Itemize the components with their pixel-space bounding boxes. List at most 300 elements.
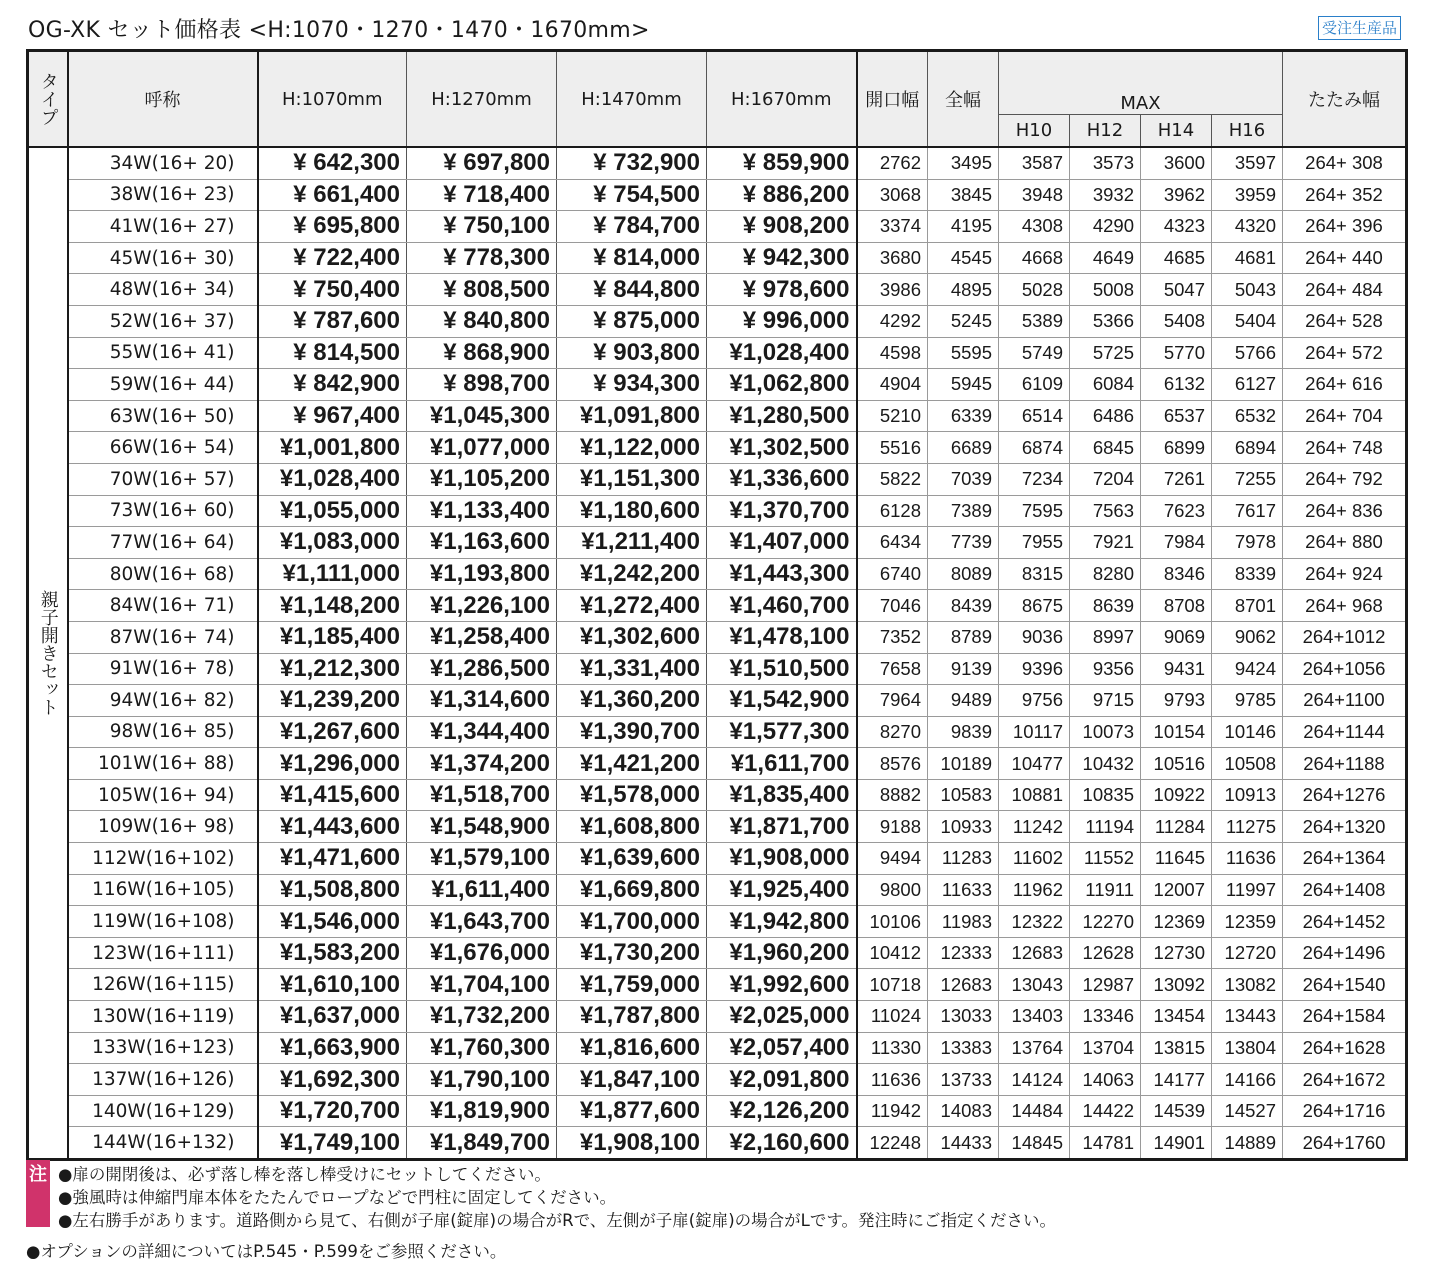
- max-h14-cell: 8346: [1141, 558, 1212, 590]
- name-cell: 98W(16+ 85): [68, 716, 258, 748]
- max-h14-cell: 5770: [1141, 337, 1212, 369]
- price-h1670-cell: ¥ 978,600: [707, 274, 857, 306]
- max-h14-cell: 14177: [1141, 1064, 1212, 1096]
- table-row: [28, 400, 1407, 432]
- full-width-cell: 14433: [928, 1127, 999, 1160]
- price-h1670-cell: ¥ 908,200: [707, 211, 857, 243]
- max-h16-cell: 9785: [1212, 685, 1283, 717]
- max-h16-cell: 4320: [1212, 211, 1283, 243]
- max-h14-cell: 9069: [1141, 621, 1212, 653]
- opening-width-cell: 4292: [857, 305, 928, 337]
- note-marker: 注: [26, 1160, 50, 1227]
- price-h1670-cell: ¥ 996,000: [707, 305, 857, 337]
- table-row: [28, 1001, 1407, 1033]
- folded-width-cell: 264+ 704: [1283, 400, 1407, 432]
- name-cell: 80W(16+ 68): [68, 558, 258, 590]
- price-h1470-cell: ¥1,272,400: [557, 590, 707, 622]
- price-h1070-cell: ¥ 814,500: [258, 337, 407, 369]
- max-h16-cell: 12359: [1212, 906, 1283, 938]
- full-width-cell: 10583: [928, 779, 999, 811]
- name-cell: 109W(16+ 98): [68, 811, 258, 843]
- max-h10-cell: 7234: [999, 463, 1070, 495]
- price-h1670-cell: ¥1,407,000: [707, 527, 857, 559]
- max-h10-cell: 8315: [999, 558, 1070, 590]
- table-row: [28, 685, 1407, 717]
- note-line-3: ●左右勝手があります。道路側から見て、右側が子扉(錠扉)の場合がRで、左側が子扉(錠扉)の場合がLです。発注時にご指定ください。: [58, 1211, 1057, 1230]
- name-cell: 66W(16+ 54): [68, 432, 258, 464]
- opening-width-cell: 11636: [857, 1064, 928, 1096]
- price-h1070-cell: ¥1,749,100: [258, 1127, 407, 1160]
- header-max-h10: H10: [999, 115, 1070, 148]
- price-h1270-cell: ¥ 898,700: [407, 369, 557, 401]
- price-h1470-cell: ¥1,847,100: [557, 1064, 707, 1096]
- price-h1470-cell: ¥1,787,800: [557, 1001, 707, 1033]
- max-h12-cell: 9715: [1070, 685, 1141, 717]
- folded-width-cell: 264+ 836: [1283, 495, 1407, 527]
- max-h16-cell: 10508: [1212, 748, 1283, 780]
- price-h1670-cell: ¥1,542,900: [707, 685, 857, 717]
- note-line-1: ●扉の開閉後は、必ず落し棒を落し棒受けにセットしてください。: [58, 1165, 551, 1184]
- price-h1070-cell: ¥1,148,200: [258, 590, 407, 622]
- table-row: [28, 527, 1407, 559]
- price-h1670-cell: ¥1,460,700: [707, 590, 857, 622]
- price-h1670-cell: ¥1,908,000: [707, 843, 857, 875]
- folded-width-cell: 264+1144: [1283, 716, 1407, 748]
- price-h1070-cell: ¥1,610,100: [258, 969, 407, 1001]
- max-h12-cell: 14781: [1070, 1127, 1141, 1160]
- name-cell: 41W(16+ 27): [68, 211, 258, 243]
- max-h12-cell: 8280: [1070, 558, 1141, 590]
- footer-note: ●オプションの詳細についてはP.545・P.599をご参照ください。: [26, 1242, 507, 1261]
- max-h12-cell: 9356: [1070, 653, 1141, 685]
- max-h12-cell: 10073: [1070, 716, 1141, 748]
- price-h1270-cell: ¥ 840,800: [407, 305, 557, 337]
- max-h10-cell: 9036: [999, 621, 1070, 653]
- max-h14-cell: 12007: [1141, 874, 1212, 906]
- folded-width-cell: 264+1012: [1283, 621, 1407, 653]
- price-h1270-cell: ¥1,819,900: [407, 1095, 557, 1127]
- price-h1070-cell: ¥ 695,800: [258, 211, 407, 243]
- folded-width-cell: 264+ 396: [1283, 211, 1407, 243]
- price-h1670-cell: ¥1,443,300: [707, 558, 857, 590]
- max-h16-cell: 14166: [1212, 1064, 1283, 1096]
- price-h1270-cell: ¥1,077,000: [407, 432, 557, 464]
- max-h16-cell: 13082: [1212, 969, 1283, 1001]
- max-h16-cell: 13443: [1212, 1001, 1283, 1033]
- max-h14-cell: 6132: [1141, 369, 1212, 401]
- max-h16-cell: 9062: [1212, 621, 1283, 653]
- max-h14-cell: 11284: [1141, 811, 1212, 843]
- max-h16-cell: 13804: [1212, 1032, 1283, 1064]
- opening-width-cell: 10412: [857, 937, 928, 969]
- name-cell: 84W(16+ 71): [68, 590, 258, 622]
- folded-width-cell: 264+1496: [1283, 937, 1407, 969]
- max-h12-cell: 8639: [1070, 590, 1141, 622]
- max-h16-cell: 10913: [1212, 779, 1283, 811]
- price-h1070-cell: ¥1,415,600: [258, 779, 407, 811]
- header-h1070: H:1070mm: [258, 51, 407, 148]
- price-h1270-cell: ¥1,760,300: [407, 1032, 557, 1064]
- max-h12-cell: 13704: [1070, 1032, 1141, 1064]
- full-width-cell: 8789: [928, 621, 999, 653]
- folded-width-cell: 264+ 748: [1283, 432, 1407, 464]
- price-h1670-cell: ¥1,871,700: [707, 811, 857, 843]
- price-h1670-cell: ¥1,028,400: [707, 337, 857, 369]
- price-h1070-cell: ¥1,028,400: [258, 463, 407, 495]
- max-h10-cell: 13043: [999, 969, 1070, 1001]
- price-h1270-cell: ¥1,676,000: [407, 937, 557, 969]
- table-row: [28, 1064, 1407, 1096]
- header-type: タイプ: [28, 51, 68, 148]
- folded-width-cell: 264+ 880: [1283, 527, 1407, 559]
- price-h1670-cell: ¥1,370,700: [707, 495, 857, 527]
- price-h1670-cell: ¥2,160,600: [707, 1127, 857, 1160]
- name-cell: 123W(16+111): [68, 937, 258, 969]
- max-h16-cell: 12720: [1212, 937, 1283, 969]
- price-h1070-cell: ¥1,583,200: [258, 937, 407, 969]
- name-cell: 133W(16+123): [68, 1032, 258, 1064]
- full-width-cell: 4545: [928, 242, 999, 274]
- price-h1470-cell: ¥ 814,000: [557, 242, 707, 274]
- max-h14-cell: 13092: [1141, 969, 1212, 1001]
- price-h1270-cell: ¥ 808,500: [407, 274, 557, 306]
- price-h1470-cell: ¥1,730,200: [557, 937, 707, 969]
- name-cell: 137W(16+126): [68, 1064, 258, 1096]
- opening-width-cell: 5822: [857, 463, 928, 495]
- max-h14-cell: 4323: [1141, 211, 1212, 243]
- folded-width-cell: 264+1716: [1283, 1095, 1407, 1127]
- max-h16-cell: 8339: [1212, 558, 1283, 590]
- max-h10-cell: 5749: [999, 337, 1070, 369]
- full-width-cell: 11633: [928, 874, 999, 906]
- max-h10-cell: 4668: [999, 242, 1070, 274]
- table-row: [28, 969, 1407, 1001]
- max-h10-cell: 4308: [999, 211, 1070, 243]
- price-h1470-cell: ¥1,759,000: [557, 969, 707, 1001]
- table-row: [28, 463, 1407, 495]
- max-h16-cell: 5043: [1212, 274, 1283, 306]
- price-h1270-cell: ¥1,374,200: [407, 748, 557, 780]
- price-h1270-cell: ¥1,258,400: [407, 621, 557, 653]
- price-h1470-cell: ¥1,877,600: [557, 1095, 707, 1127]
- opening-width-cell: 7658: [857, 653, 928, 685]
- price-h1070-cell: ¥ 661,400: [258, 179, 407, 211]
- full-width-cell: 3495: [928, 147, 999, 179]
- header-max: MAX: [999, 51, 1283, 115]
- max-h12-cell: 6845: [1070, 432, 1141, 464]
- max-h14-cell: 10922: [1141, 779, 1212, 811]
- max-h14-cell: 8708: [1141, 590, 1212, 622]
- price-h1070-cell: ¥1,692,300: [258, 1064, 407, 1096]
- price-h1470-cell: ¥1,180,600: [557, 495, 707, 527]
- folded-width-cell: 264+ 308: [1283, 147, 1407, 179]
- name-cell: 48W(16+ 34): [68, 274, 258, 306]
- price-h1470-cell: ¥ 875,000: [557, 305, 707, 337]
- price-h1470-cell: ¥ 732,900: [557, 147, 707, 179]
- opening-width-cell: 9494: [857, 843, 928, 875]
- opening-width-cell: 3374: [857, 211, 928, 243]
- max-h16-cell: 4681: [1212, 242, 1283, 274]
- name-cell: 94W(16+ 82): [68, 685, 258, 717]
- name-cell: 63W(16+ 50): [68, 400, 258, 432]
- max-h10-cell: 5389: [999, 305, 1070, 337]
- max-h14-cell: 3962: [1141, 179, 1212, 211]
- opening-width-cell: 10106: [857, 906, 928, 938]
- max-h16-cell: 7978: [1212, 527, 1283, 559]
- max-h10-cell: 12683: [999, 937, 1070, 969]
- made-to-order-badge: 受注生産品: [1318, 16, 1401, 40]
- name-cell: 59W(16+ 44): [68, 369, 258, 401]
- price-h1270-cell: ¥1,045,300: [407, 400, 557, 432]
- max-h12-cell: 11194: [1070, 811, 1141, 843]
- max-h14-cell: 9793: [1141, 685, 1212, 717]
- table-row: [28, 274, 1407, 306]
- price-h1070-cell: ¥ 967,400: [258, 400, 407, 432]
- opening-width-cell: 8882: [857, 779, 928, 811]
- max-h14-cell: 14539: [1141, 1095, 1212, 1127]
- max-h12-cell: 3932: [1070, 179, 1141, 211]
- opening-width-cell: 8576: [857, 748, 928, 780]
- max-h16-cell: 9424: [1212, 653, 1283, 685]
- price-h1670-cell: ¥ 886,200: [707, 179, 857, 211]
- opening-width-cell: 7352: [857, 621, 928, 653]
- price-h1270-cell: ¥1,226,100: [407, 590, 557, 622]
- name-cell: 130W(16+119): [68, 1001, 258, 1033]
- opening-width-cell: 7964: [857, 685, 928, 717]
- opening-width-cell: 5210: [857, 400, 928, 432]
- table-row: [28, 242, 1407, 274]
- folded-width-cell: 264+ 616: [1283, 369, 1407, 401]
- folded-width-cell: 264+ 924: [1283, 558, 1407, 590]
- max-h10-cell: 12322: [999, 906, 1070, 938]
- price-h1070-cell: ¥1,720,700: [258, 1095, 407, 1127]
- max-h10-cell: 11962: [999, 874, 1070, 906]
- max-h16-cell: 7255: [1212, 463, 1283, 495]
- name-cell: 126W(16+115): [68, 969, 258, 1001]
- price-h1270-cell: ¥1,133,400: [407, 495, 557, 527]
- max-h10-cell: 9756: [999, 685, 1070, 717]
- price-h1270-cell: ¥1,105,200: [407, 463, 557, 495]
- folded-width-cell: 264+1056: [1283, 653, 1407, 685]
- header-full-width: 全幅: [928, 51, 999, 148]
- max-h16-cell: 11997: [1212, 874, 1283, 906]
- price-h1070-cell: ¥1,443,600: [258, 811, 407, 843]
- table-row: [28, 653, 1407, 685]
- name-cell: 144W(16+132): [68, 1127, 258, 1160]
- table-row: [28, 716, 1407, 748]
- price-h1070-cell: ¥1,212,300: [258, 653, 407, 685]
- folded-width-cell: 264+ 572: [1283, 337, 1407, 369]
- opening-width-cell: 11942: [857, 1095, 928, 1127]
- price-h1270-cell: ¥ 718,400: [407, 179, 557, 211]
- folded-width-cell: 264+1188: [1283, 748, 1407, 780]
- max-h14-cell: 7984: [1141, 527, 1212, 559]
- price-h1270-cell: ¥1,518,700: [407, 779, 557, 811]
- price-h1270-cell: ¥1,344,400: [407, 716, 557, 748]
- max-h12-cell: 10835: [1070, 779, 1141, 811]
- table-body: [28, 147, 1407, 1160]
- price-h1070-cell: ¥ 750,400: [258, 274, 407, 306]
- max-h12-cell: 11911: [1070, 874, 1141, 906]
- max-h10-cell: 10881: [999, 779, 1070, 811]
- folded-width-cell: 264+1452: [1283, 906, 1407, 938]
- price-h1670-cell: ¥1,478,100: [707, 621, 857, 653]
- name-cell: 101W(16+ 88): [68, 748, 258, 780]
- name-cell: 52W(16+ 37): [68, 305, 258, 337]
- folded-width-cell: 264+1628: [1283, 1032, 1407, 1064]
- max-h16-cell: 3959: [1212, 179, 1283, 211]
- max-h10-cell: 3948: [999, 179, 1070, 211]
- max-h16-cell: 6127: [1212, 369, 1283, 401]
- table-row: [28, 211, 1407, 243]
- price-h1070-cell: ¥1,055,000: [258, 495, 407, 527]
- table-row: [28, 811, 1407, 843]
- max-h10-cell: 11242: [999, 811, 1070, 843]
- page-title: OG-XK セット価格表 <H:1070・1270・1470・1670mm>: [28, 18, 650, 43]
- header-max-h16: H16: [1212, 115, 1283, 148]
- name-cell: 73W(16+ 60): [68, 495, 258, 527]
- name-cell: 45W(16+ 30): [68, 242, 258, 274]
- max-h12-cell: 7563: [1070, 495, 1141, 527]
- name-cell: 34W(16+ 20): [68, 147, 258, 179]
- price-h1470-cell: ¥ 754,500: [557, 179, 707, 211]
- full-width-cell: 12333: [928, 937, 999, 969]
- table-row: [28, 748, 1407, 780]
- price-h1470-cell: ¥1,302,600: [557, 621, 707, 653]
- opening-width-cell: 3986: [857, 274, 928, 306]
- max-h16-cell: 8701: [1212, 590, 1283, 622]
- max-h16-cell: 14527: [1212, 1095, 1283, 1127]
- table-row: [28, 906, 1407, 938]
- price-h1270-cell: ¥1,286,500: [407, 653, 557, 685]
- max-h14-cell: 14901: [1141, 1127, 1212, 1160]
- opening-width-cell: 4904: [857, 369, 928, 401]
- price-h1070-cell: ¥1,471,600: [258, 843, 407, 875]
- price-h1670-cell: ¥2,025,000: [707, 1001, 857, 1033]
- full-width-cell: 11983: [928, 906, 999, 938]
- price-h1470-cell: ¥1,608,800: [557, 811, 707, 843]
- table-row: [28, 843, 1407, 875]
- price-h1470-cell: ¥1,908,100: [557, 1127, 707, 1160]
- table-row: [28, 305, 1407, 337]
- header-folded-width: たたみ幅: [1283, 51, 1407, 148]
- price-h1070-cell: ¥1,239,200: [258, 685, 407, 717]
- max-h14-cell: 13454: [1141, 1001, 1212, 1033]
- price-h1270-cell: ¥1,643,700: [407, 906, 557, 938]
- opening-width-cell: 5516: [857, 432, 928, 464]
- price-h1470-cell: ¥1,639,600: [557, 843, 707, 875]
- max-h12-cell: 3573: [1070, 147, 1141, 179]
- folded-width-cell: 264+1672: [1283, 1064, 1407, 1096]
- note-line-2: ●強風時は伸縮門扉本体をたたんでロープなどで門柱に固定してください。: [58, 1188, 617, 1207]
- max-h10-cell: 9396: [999, 653, 1070, 685]
- table-row: [28, 1127, 1407, 1160]
- name-cell: 112W(16+102): [68, 843, 258, 875]
- full-width-cell: 14083: [928, 1095, 999, 1127]
- price-h1270-cell: ¥ 750,100: [407, 211, 557, 243]
- max-h14-cell: 6537: [1141, 400, 1212, 432]
- folded-width-cell: 264+ 440: [1283, 242, 1407, 274]
- full-width-cell: 6689: [928, 432, 999, 464]
- full-width-cell: 13383: [928, 1032, 999, 1064]
- folded-width-cell: 264+1320: [1283, 811, 1407, 843]
- max-h10-cell: 13403: [999, 1001, 1070, 1033]
- price-h1470-cell: ¥ 784,700: [557, 211, 707, 243]
- max-h14-cell: 7261: [1141, 463, 1212, 495]
- max-h12-cell: 7204: [1070, 463, 1141, 495]
- opening-width-cell: 6128: [857, 495, 928, 527]
- opening-width-cell: 3068: [857, 179, 928, 211]
- full-width-cell: 5245: [928, 305, 999, 337]
- folded-width-cell: 264+1408: [1283, 874, 1407, 906]
- opening-width-cell: 10718: [857, 969, 928, 1001]
- table-row: [28, 1095, 1407, 1127]
- folded-width-cell: 264+1100: [1283, 685, 1407, 717]
- price-h1270-cell: ¥1,314,600: [407, 685, 557, 717]
- table-header: [28, 51, 1407, 148]
- table-row: [28, 432, 1407, 464]
- price-h1270-cell: ¥1,704,100: [407, 969, 557, 1001]
- full-width-cell: 5595: [928, 337, 999, 369]
- max-h12-cell: 6084: [1070, 369, 1141, 401]
- table-row: [28, 621, 1407, 653]
- price-h1270-cell: ¥ 778,300: [407, 242, 557, 274]
- price-h1670-cell: ¥1,302,500: [707, 432, 857, 464]
- max-h14-cell: 10516: [1141, 748, 1212, 780]
- folded-width-cell: 264+ 528: [1283, 305, 1407, 337]
- full-width-cell: 8439: [928, 590, 999, 622]
- name-cell: 55W(16+ 41): [68, 337, 258, 369]
- max-h16-cell: 6532: [1212, 400, 1283, 432]
- full-width-cell: 9839: [928, 716, 999, 748]
- opening-width-cell: 6740: [857, 558, 928, 590]
- full-width-cell: 7039: [928, 463, 999, 495]
- max-h16-cell: 5404: [1212, 305, 1283, 337]
- price-h1070-cell: ¥1,083,000: [258, 527, 407, 559]
- header-h1470: H:1470mm: [557, 51, 707, 148]
- max-h12-cell: 11552: [1070, 843, 1141, 875]
- max-h12-cell: 4649: [1070, 242, 1141, 274]
- price-h1670-cell: ¥ 859,900: [707, 147, 857, 179]
- max-h14-cell: 12369: [1141, 906, 1212, 938]
- table-row: [28, 937, 1407, 969]
- price-h1470-cell: ¥1,331,400: [557, 653, 707, 685]
- name-cell: 77W(16+ 64): [68, 527, 258, 559]
- full-width-cell: 13033: [928, 1001, 999, 1033]
- price-h1270-cell: ¥1,163,600: [407, 527, 557, 559]
- price-h1270-cell: ¥1,579,100: [407, 843, 557, 875]
- max-h12-cell: 13346: [1070, 1001, 1141, 1033]
- opening-width-cell: 9800: [857, 874, 928, 906]
- header-name: 呼称: [68, 51, 258, 148]
- price-h1270-cell: ¥ 868,900: [407, 337, 557, 369]
- folded-width-cell: 264+ 484: [1283, 274, 1407, 306]
- opening-width-cell: 12248: [857, 1127, 928, 1160]
- name-cell: 119W(16+108): [68, 906, 258, 938]
- max-h14-cell: 4685: [1141, 242, 1212, 274]
- max-h10-cell: 7595: [999, 495, 1070, 527]
- full-width-cell: 7389: [928, 495, 999, 527]
- opening-width-cell: 7046: [857, 590, 928, 622]
- name-cell: 70W(16+ 57): [68, 463, 258, 495]
- price-h1070-cell: ¥ 642,300: [258, 147, 407, 179]
- price-h1270-cell: ¥1,611,400: [407, 874, 557, 906]
- folded-width-cell: 264+ 792: [1283, 463, 1407, 495]
- price-h1270-cell: ¥1,193,800: [407, 558, 557, 590]
- price-h1470-cell: ¥1,122,000: [557, 432, 707, 464]
- max-h16-cell: 7617: [1212, 495, 1283, 527]
- max-h10-cell: 10477: [999, 748, 1070, 780]
